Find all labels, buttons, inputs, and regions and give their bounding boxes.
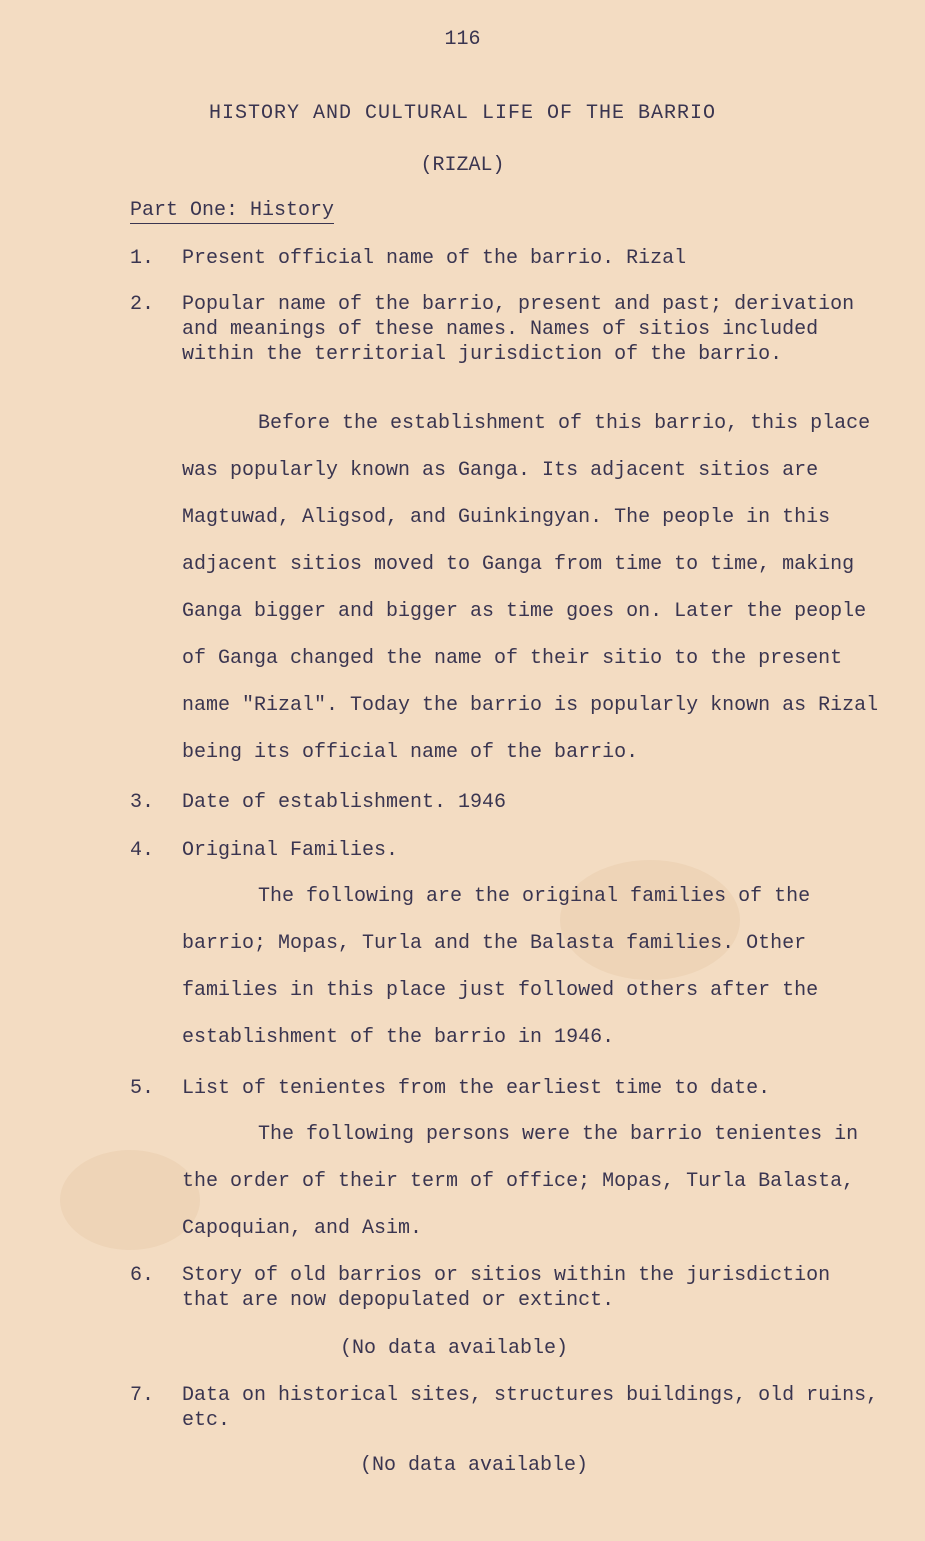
part-heading (130, 198, 334, 223)
item-text: Story of old barrios or sitios within the jurisdiction that are now depopulated or extinct. (182, 1264, 831, 1312)
item-text: Original Families. (182, 839, 399, 862)
item-text: Popular name of the barrio, present and past; derivation and meanings of these names. Names of sitios included within the territorial jurisdiction of the barrio. (182, 293, 855, 366)
paragraph-barrio-name: Before the establishment of this barrio, this place was popularly known as Ganga. Its adjacent sitios are Magtuwad, Aligsod, and Guinkingyan. The people in this adjacent sitios moved to Ganga from time to time, making Ganga bigger and bigger as time goes on. Later the people of Ganga changed the name of their sitio to the present name "Rizal". Today the barrio is popularly known as Rizal being its official name of the barrio. (182, 412, 879, 764)
paragraph-original-families: The following are the original families of the barrio; Mopas, Turla and the Balasta families. Other families in this place just followed others after the establishment of the barrio in 1946. (182, 885, 819, 1049)
no-data-note: (No data available) (360, 1454, 589, 1477)
item-number: 5. (130, 1077, 155, 1100)
item-text: Date of establishment. 1946 (182, 791, 507, 814)
document-title: HISTORY AND CULTURAL LIFE OF THE BARRIO (208, 102, 717, 125)
no-data-note: (No data available) (340, 1337, 569, 1360)
item-number: 4. (130, 839, 155, 862)
item-number: 1. (130, 247, 155, 270)
item-number: 6. (130, 1264, 155, 1287)
page-number: 116 (444, 28, 481, 51)
item-text: Data on historical sites, structures buildings, old ruins, etc. (182, 1384, 879, 1432)
item-text: Present official name of the barrio. Rizal (182, 247, 687, 270)
document-subtitle: (RIZAL) (420, 154, 505, 177)
part-heading-text: Part One: History (130, 199, 335, 222)
item-number: 7. (130, 1384, 155, 1407)
paper-stain (60, 1150, 200, 1250)
item-number: 2. (130, 293, 155, 316)
item-number: 3. (130, 791, 155, 814)
item-text: List of tenientes from the earliest time to date. (182, 1077, 771, 1100)
paragraph-tenientes: The following persons were the barrio tenientes in the order of their term of office; Mopas, Turla Balasta, Capoquian, and Asim. (182, 1123, 859, 1240)
